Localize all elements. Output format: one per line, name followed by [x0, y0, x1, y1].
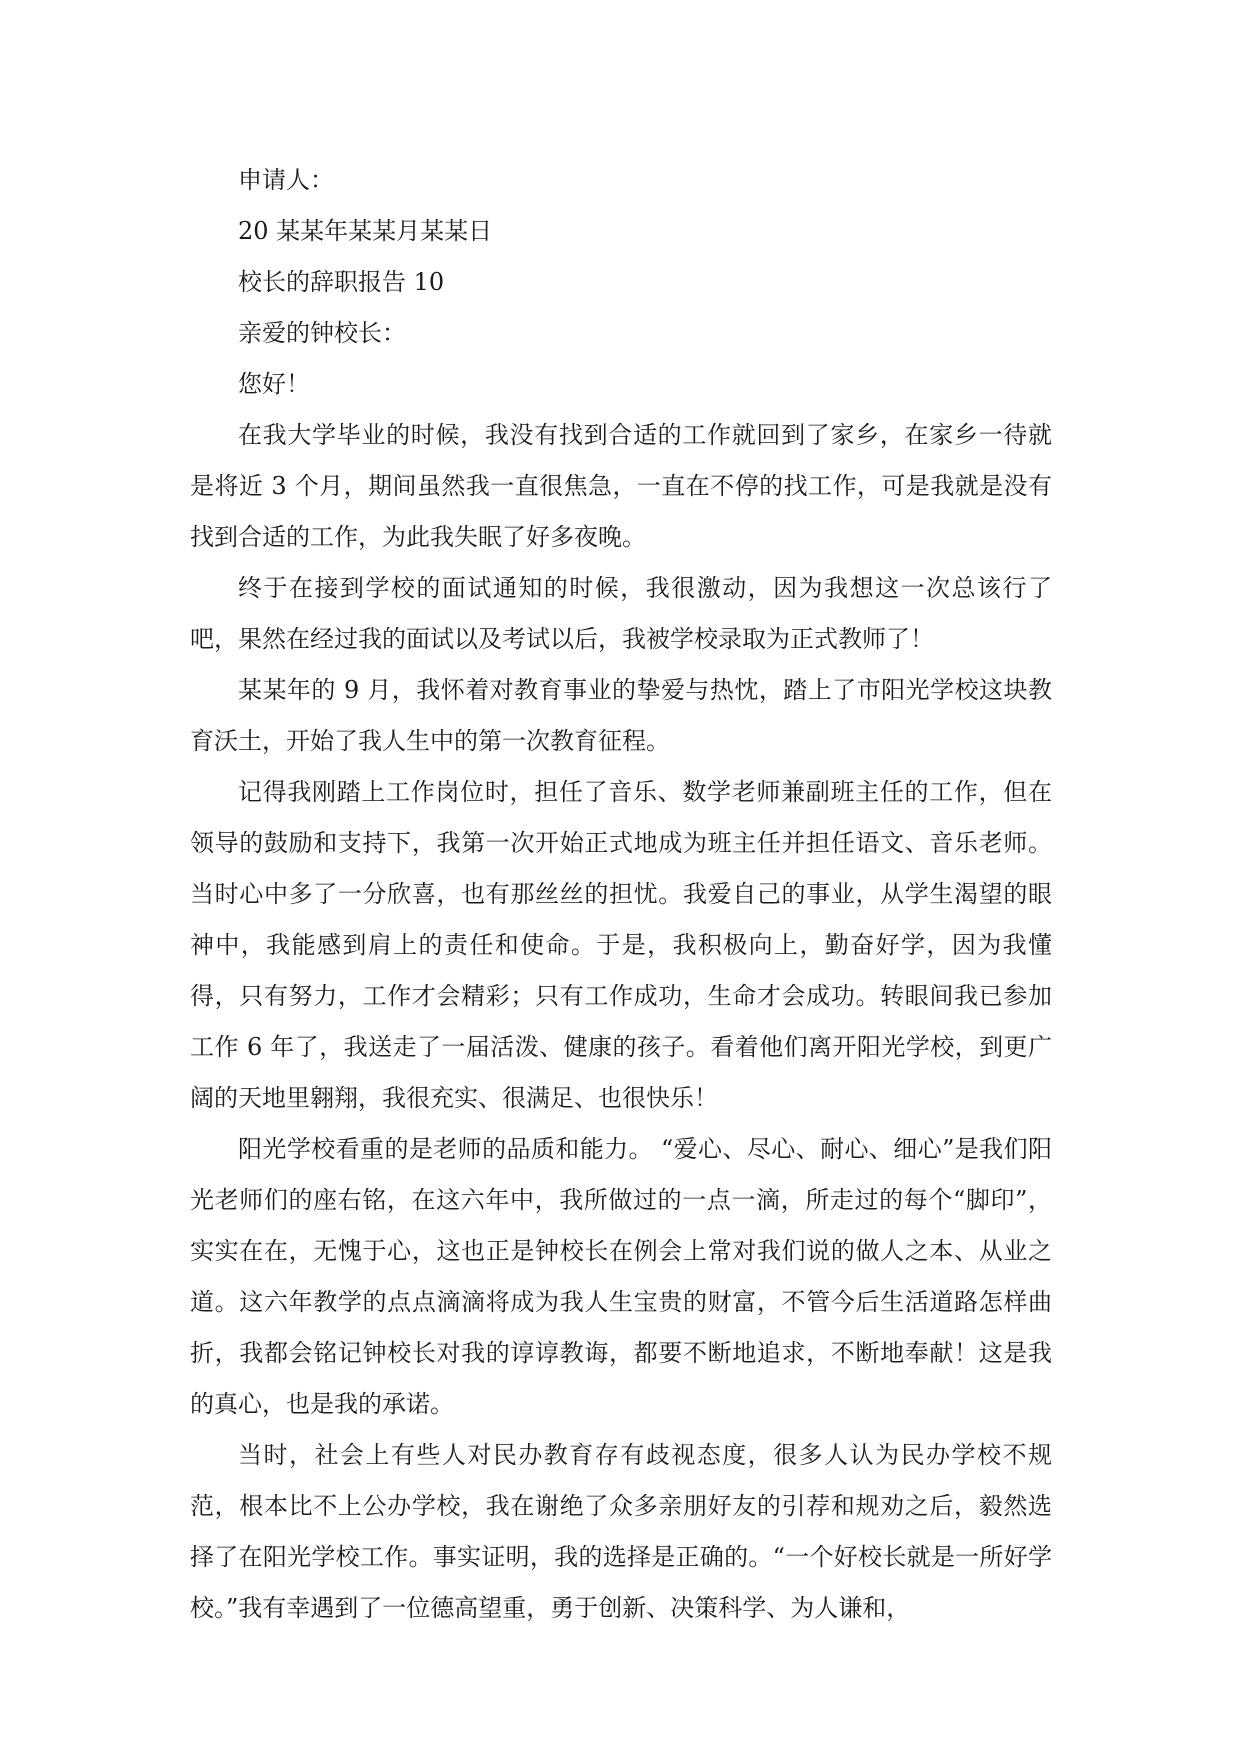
- salutation: 亲爱的钟校长：: [238, 319, 406, 347]
- paragraph: 终于在接到学校的面试通知的时候，我很激动，因为我想这一次总该行了吧，果然在经过我的面试以及考试以后，我被学校录取为正式教师了！: [190, 574, 1052, 653]
- paragraph: 记得我刚踏上工作岗位时，担任了音乐、数学老师兼副班主任的工作，但在领导的鼓励和支持下，我第一次开始正式地成为班主任并担任语文、音乐老师。当时心中多了一分欣喜，也有那丝丝的担忧。我爱自己的事业，从学生渴望的眼神中，我能感到肩上的责任和使命。于是，我积极向上，勤奋好学，因为我懂得，只有努力，工作才会精彩；只有工作成功，生命才会成功。转眼间我已参加工作 6 年了，我送走了一届活泼、健康的孩子。看着他们离开阳光学校，到更广阔的天地里翱翔，我很充实、很满足、也很快乐！: [190, 778, 1052, 1112]
- report-title: 校长的辞职报告 10: [238, 268, 445, 296]
- applicant-line: 申请人：: [238, 166, 334, 194]
- paragraph: 当时，社会上有些人对民办教育存有歧视态度，很多人认为民办学校不规范，根本比不上公办学校，我在谢绝了众多亲朋好友的引荐和规劝之后，毅然选择了在阳光学校工作。事实证明，我的选择是正确的。“一个好校长就是一所好学校。”我有幸遇到了一位德高望重，勇于创新、决策科学、为人谦和，: [190, 1441, 1052, 1622]
- date-line: 20 某某年某某月某某日: [238, 217, 493, 245]
- greeting: 您好！: [238, 370, 310, 398]
- paragraph: 阳光学校看重的是老师的品质和能力。 “爱心、尽心、耐心、细心”是我们阳光老师们的座右铭，在这六年中，我所做过的一点一滴，所走过的每个“脚印”，实实在在，无愧于心，这也正是钟校长在例会上常对我们说的做人之本、从业之道。这六年教学的点点滴滴将成为我人生宝贵的财富，不管今后生活道路怎样曲折，我都会铭记钟校长对我的谆谆教诲，都要不断地追求，不断地奉献！这是我的真心，也是我的承诺。: [190, 1135, 1052, 1418]
- document-body: [190, 155, 1052, 1634]
- paragraph: 在我大学毕业的时候，我没有找到合适的工作就回到了家乡，在家乡一待就是将近 3 个月，期间虽然我一直很焦急，一直在不停的找工作，可是我就是没有找到合适的工作，为此我失眠了好多夜晚。: [190, 421, 1052, 551]
- paragraph: 某某年的 9 月，我怀着对教育事业的挚爱与热忱，踏上了市阳光学校这块教育沃土，开始了我人生中的第一次教育征程。: [190, 676, 1052, 755]
